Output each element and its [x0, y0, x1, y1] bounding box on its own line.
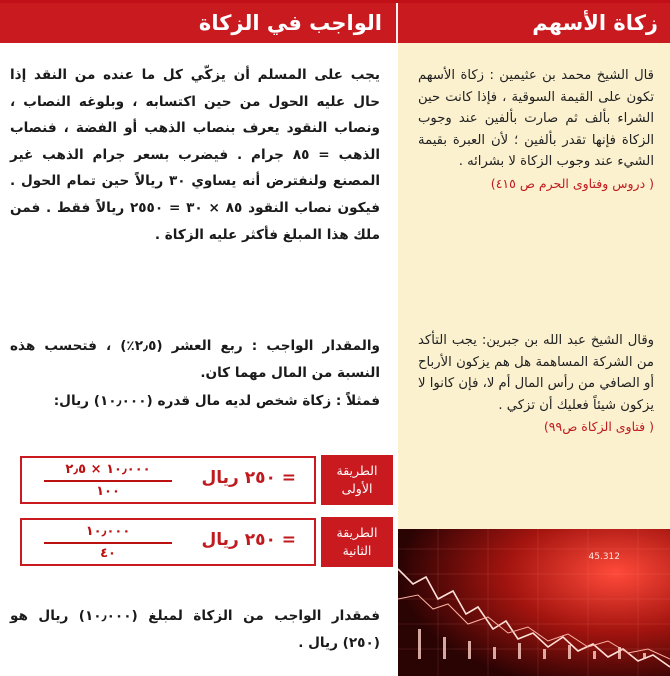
method1-fraction-bar — [44, 480, 172, 482]
section-title-zakat-due: الواجب في الزكاة — [0, 3, 396, 43]
sidebar-shares-zakat — [398, 43, 670, 676]
method2-label: الطريقة الثانية — [321, 517, 393, 567]
method2-fraction — [34, 523, 182, 563]
paragraph-rate: والمقدار الواجب : ربع العشر (٢٫٥٪) ، فتحسب هذه النسبة من المال مهما كان. — [10, 338, 380, 381]
chart-value-label: 45.312 — [588, 552, 620, 562]
method1-fraction — [34, 461, 182, 501]
method2-formula-box — [20, 518, 316, 566]
quote2-text: وقال الشيخ عبد الله بن جبرين: يجب التأكد من الشركة المساهمة هل هم يزكون الأرباح أو الصافي من رأس المال أم لا، فإن كانوا لا يزكون شيئاً فعليك أن تزكي . — [418, 333, 654, 413]
quote1-text: قال الشيخ محمد بن عثيمين : زكاة الأسهم تكون على القيمة السوقية ، فإذا كانت حين الشراء بألف ثم صارت بألفين عند وجوب الزكاة فإنها تقدر بألفين ؛ لأن العبرة بقيمة الشيء عند وجوب الزكاة لا بشرائه . — [418, 68, 654, 170]
paragraph-conclusion: فمقدار الواجب من الزكاة لمبلغ (١٠٫٠٠٠) ريال هو (٢٥٠) ريال . — [10, 608, 380, 651]
paragraph-nisab: يجب على المسلم أن يزكّي كل ما عنده من النقد إذا حال عليه الحول من حين اكتسابه ، وبلوغه النصاب ، ونصاب النقود يعرف بنصاب الذهب أو الفضة ، فنصاب الذهب = ٨٥ جرام . فيضرب بسعر جرام الذهب غير المصنع ولنفترض أنه يساوي ٣٠ ريالاً حين تمام الحول . فيكون نصاب النقود ٨٥ × ٣٠ = ٢٥٥٠ ريالاً فقط . فمن ملك هذا المبلغ فأكثر عليه الزكاة . — [10, 67, 381, 243]
method2-numerator: ١٠٫٠٠٠ — [85, 524, 131, 539]
quote-ibn-jibreen — [418, 330, 654, 438]
method2-denominator: ٤٠ — [100, 545, 116, 561]
quote1-citation: ( دروس وفتاوى الحرم ص ٤١٥) — [490, 175, 654, 191]
method1-denominator: ١٠٠ — [96, 483, 120, 499]
method1-formula-box — [20, 456, 316, 504]
section-title-shares-zakat: زكاة الأسهم — [398, 3, 670, 43]
quote-ibn-uthaymeen — [418, 65, 654, 195]
stock-chart-image — [398, 529, 670, 676]
method2-fraction-bar — [44, 542, 172, 544]
method1-numerator: ١٠٫٠٠٠ × ٢٫٥ — [65, 462, 151, 477]
quote2-citation: ( فتاوى الزكاة ص٩٩) — [543, 419, 654, 435]
method1-label: الطريقة الأولى — [321, 455, 393, 505]
method2-result: = ٢٥٠ ريال — [201, 530, 296, 550]
main-content — [0, 43, 396, 676]
paragraph-example: فمثلاً : زكاة شخص لديه مال قدره (١٠٫٠٠٠) ريال: — [53, 393, 380, 409]
method1-result: = ٢٥٠ ريال — [201, 468, 296, 488]
